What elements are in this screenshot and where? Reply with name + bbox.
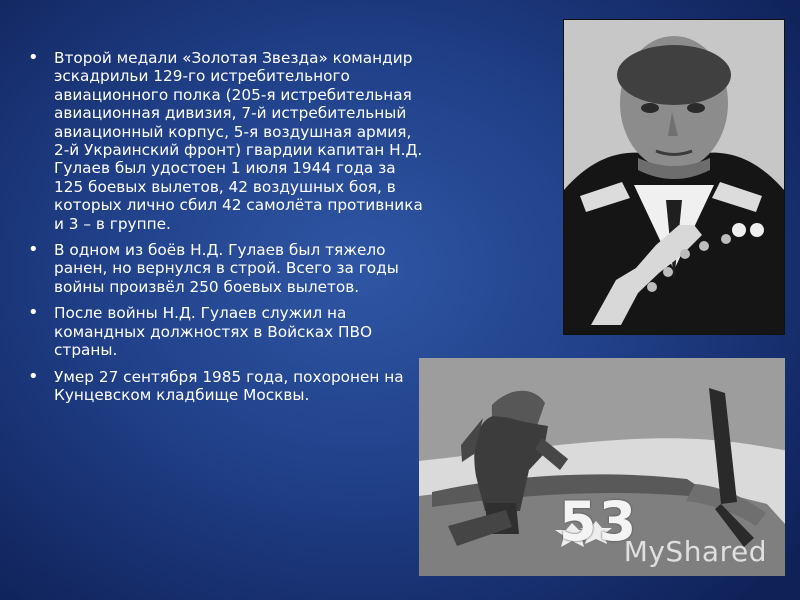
- bullet-item-1: • Второй медали «Золотая Звезда» командир эскадрильи 129-го истребительного авиационного полка (205-я истребительная авиационная дивизия, 7-й истребительный авиационный корпус, 5-я воздушная армия, 2-й Украинский фронт) гвардии капитан Н.Д. Гулаев был удостоен 1 июля 1944 года за 125 боевых вылетов, 42 воздушных боя, в которых лично сбил 42 самолёта противника и 3 – в группе.: [26, 49, 426, 233]
- plane-photo: [419, 358, 785, 576]
- portrait-illustration: [564, 20, 784, 334]
- bullet-item-2: • В одном из боёв Н.Д. Гулаев был тяжело ранен, но вернулся в строй. Всего за годы войны произвёл 250 боевых вылетов.: [26, 241, 426, 296]
- watermark: MyShared: [623, 535, 767, 568]
- bullet-list: [26, 49, 426, 412]
- aircraft-number: 53: [559, 490, 639, 553]
- bullet-item-3: • После войны Н.Д. Гулаев служил на командных должностях в Войсках ПВО страны.: [26, 304, 426, 359]
- portrait-photo: [563, 19, 785, 335]
- bullet-item-4: • Умер 27 сентября 1985 года, похоронен на Кунцевском кладбище Москвы.: [26, 368, 426, 405]
